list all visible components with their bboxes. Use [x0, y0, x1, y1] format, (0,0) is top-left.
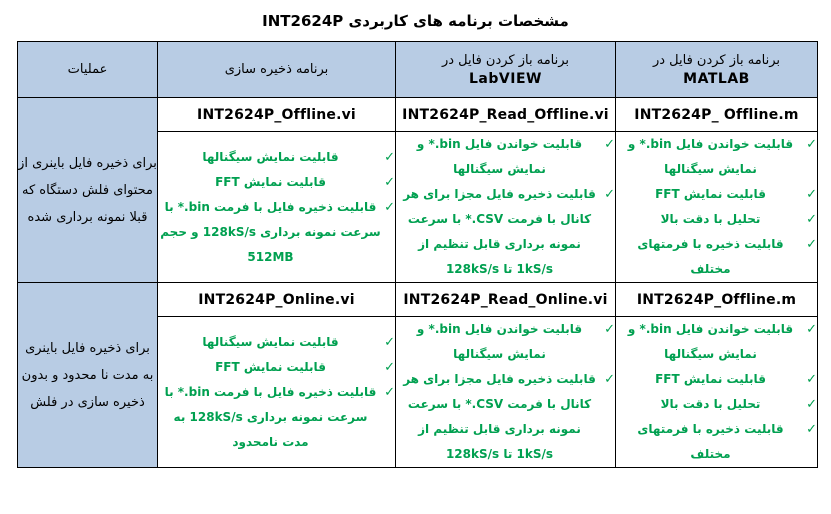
table-header-row — [18, 42, 818, 98]
check-icon: ✓ — [384, 149, 395, 165]
column-header-labview-product: LabVIEW — [469, 70, 542, 87]
column-header-matlab-product: MATLAB — [683, 70, 750, 87]
check-icon: ✓ — [384, 174, 395, 190]
filename-labview-row-1: INT2624P_Read_Offline.vi — [396, 98, 616, 132]
feature-item — [396, 367, 615, 467]
column-header-labview — [396, 42, 616, 98]
check-icon: ✓ — [806, 372, 817, 387]
filename-save-row-1: INT2624P_Offline.vi — [158, 98, 396, 132]
feature-item-label: قابلیت خواندن فایل bin.* و نمایش سیگنالها — [416, 322, 583, 361]
spec-table-container — [18, 41, 818, 468]
feature-item-label: قابلیت ذخیره فایل با فرمت bin.* با سرعت نمونه برداری 128kS/s و حجم 512MB — [160, 199, 381, 264]
check-icon: ✓ — [806, 137, 817, 152]
check-icon: ✓ — [604, 187, 615, 202]
features-save-row-2 — [158, 317, 396, 468]
operations-description-row-1: برای ذخیره فایل باینری از محتوای فلش دستگاه که قبلا نمونه برداری شده — [18, 98, 158, 283]
feature-item — [396, 132, 615, 182]
feature-item-label: قابلیت ذخیره فایل مجزا برای هر کانال با فرمت CSV.* با سرعت نمونه برداری قابل تنظیم از 1kS/s تا 128kS/s — [403, 372, 596, 461]
feature-item — [616, 232, 817, 282]
feature-item — [616, 317, 817, 367]
check-icon: ✓ — [806, 237, 817, 252]
feature-item — [396, 182, 615, 282]
feature-item — [616, 132, 817, 182]
feature-item — [158, 380, 395, 455]
filename-save-row-2: INT2624P_Online.vi — [158, 283, 396, 317]
feature-item-label: قابلیت نمایش FFT — [655, 372, 766, 386]
operations-description-row-2: برای ذخیره فایل باینری به مدت نا محدود و بدون ذخیره سازی در فلش — [18, 283, 158, 468]
features-labview-row-1 — [396, 132, 616, 283]
column-header-operations — [18, 42, 158, 98]
feature-list — [158, 330, 395, 455]
table-row — [18, 98, 818, 132]
feature-list — [158, 145, 395, 270]
check-icon: ✓ — [604, 372, 615, 387]
check-icon: ✓ — [384, 384, 395, 400]
check-icon: ✓ — [806, 322, 817, 337]
check-icon: ✓ — [806, 422, 817, 437]
feature-item — [396, 317, 615, 367]
feature-list — [616, 132, 817, 282]
feature-item — [616, 367, 817, 392]
feature-item-label: قابلیت ذخیره با فرمتهای مختلف — [637, 237, 784, 276]
feature-item-label: قابلیت ذخیره فایل مجزا برای هر کانال با فرمت CSV.* با سرعت نمونه برداری قابل تنظیم از 1kS/s تا 128kS/s — [403, 187, 596, 276]
column-header-operations-label: عملیات — [67, 62, 108, 77]
check-icon: ✓ — [384, 199, 395, 215]
feature-item-label: تحلیل با دقت بالا — [660, 212, 761, 226]
feature-item-label: قابلیت نمایش FFT — [215, 174, 326, 189]
feature-item-label: تحلیل با دقت بالا — [660, 397, 761, 411]
check-icon: ✓ — [806, 187, 817, 202]
column-header-matlab — [616, 42, 818, 98]
feature-list — [396, 132, 615, 282]
filename-labview-row-2: INT2624P_Read_Online.vi — [396, 283, 616, 317]
feature-item-label: قابلیت خواندن فایل bin.* و نمایش سیگنالها — [627, 322, 794, 361]
features-save-row-1 — [158, 132, 396, 283]
feature-list — [616, 317, 817, 467]
filename-matlab-row-2: INT2624P_Offline.m — [616, 283, 818, 317]
check-icon: ✓ — [806, 397, 817, 412]
check-icon: ✓ — [384, 359, 395, 375]
feature-item — [616, 182, 817, 207]
feature-item — [616, 207, 817, 232]
feature-item-label: قابلیت ذخیره با فرمتهای مختلف — [637, 422, 784, 461]
feature-item-label: قابلیت نمایش FFT — [215, 359, 326, 374]
features-matlab-row-1 — [616, 132, 818, 283]
table-row — [18, 283, 818, 317]
feature-item-label: قابلیت نمایش FFT — [655, 187, 766, 201]
check-icon: ✓ — [384, 334, 395, 350]
application-spec-table — [17, 41, 818, 468]
check-icon: ✓ — [806, 212, 817, 227]
column-header-matlab-label: برنامه باز کردن فایل در — [652, 52, 781, 68]
feature-item — [158, 355, 395, 380]
feature-item-label: قابلیت خواندن فایل bin.* و نمایش سیگنالها — [627, 137, 794, 176]
column-header-save-label: برنامه ذخیره سازی — [224, 62, 329, 77]
feature-item — [616, 417, 817, 467]
feature-item-label: قابلیت نمایش سیگنالها — [202, 334, 339, 349]
feature-item — [158, 145, 395, 170]
feature-list — [396, 317, 615, 467]
features-labview-row-2 — [396, 317, 616, 468]
column-header-save — [158, 42, 396, 98]
feature-item — [158, 170, 395, 195]
check-icon: ✓ — [604, 322, 615, 337]
page-title: مشخصات برنامه های کاربردی INT2624P — [262, 12, 569, 30]
feature-item — [616, 392, 817, 417]
feature-item — [158, 330, 395, 355]
feature-item-label: قابلیت خواندن فایل bin.* و نمایش سیگنالها — [416, 137, 583, 176]
features-matlab-row-2 — [616, 317, 818, 468]
feature-item-label: قابلیت نمایش سیگنالها — [202, 149, 339, 164]
filename-matlab-row-1: INT2624P_ Offline.m — [616, 98, 818, 132]
column-header-labview-label: برنامه باز کردن فایل در — [441, 52, 570, 68]
feature-item — [158, 195, 395, 270]
feature-item-label: قابلیت ذخیره فایل با فرمت bin.* با سرعت نمونه برداری 128kS/s به مدت نامحدود — [164, 384, 377, 449]
check-icon: ✓ — [604, 137, 615, 152]
